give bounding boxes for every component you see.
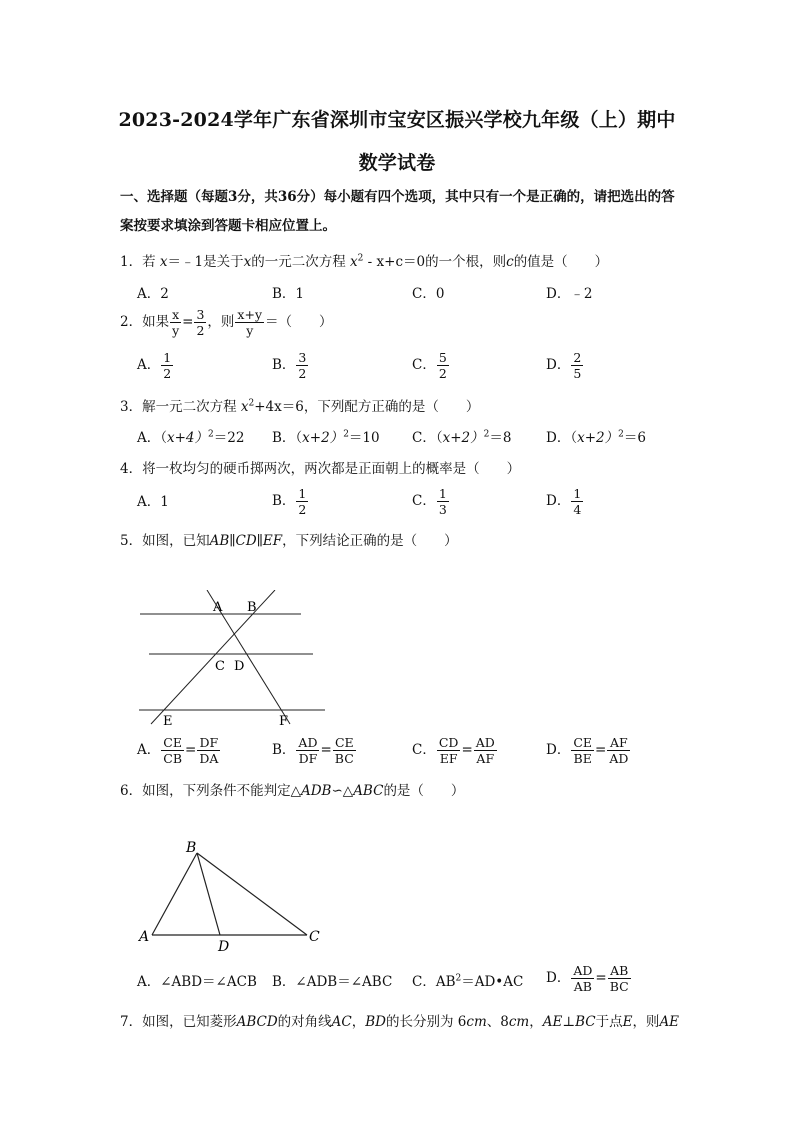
section-heading: 一、选择题（每题3分，共36分）每小题有四个选项，其中只有一个是正确的，请把选出的答案按要求填涂到答题卡相应位置上。	[120, 189, 675, 234]
q5-option-b: B． $\frac{AD}{DF}$ = $\frac{CE}{BC}$	[272, 735, 354, 766]
q4-option-d: D． $\frac{1}{4}$	[546, 486, 582, 517]
q6-option-c: C．$AB^2=AD•AC$	[412, 973, 524, 990]
q2-option-d: D． $\frac{2}{5}$	[546, 350, 582, 381]
q2-option-a: A． $\frac{1}{2}$	[137, 350, 172, 381]
q3-option-a: A．$(x+4)^2=22$	[137, 429, 245, 446]
point-label-c: C	[215, 659, 225, 674]
q2-option-b: B． $\frac{3}{2}$	[272, 350, 307, 381]
q5-option-a: A． $\frac{CE}{CB}$ = $\frac{DF}{DA}$	[137, 735, 219, 766]
q3-option-d: D．$(x+2)^2=6$	[546, 429, 646, 446]
question-1: 1．若 x＝﹣1是关于x的一元二次方程 $x^2 - x+c=0$的一个根，则c的值是（ ）	[120, 253, 609, 270]
fraction: $\frac{x+y}{y}$	[237, 307, 263, 338]
q6-option-b: B．∠ADB＝∠ABC	[272, 974, 393, 990]
point-label-b: B	[247, 600, 257, 615]
q4-option-b: B． $\frac{1}{2}$	[272, 486, 307, 517]
q4-option-c: C． $\frac{1}{3}$	[412, 486, 447, 517]
q6-option-d: D． $\frac{AD}{AB}$ = $\frac{AB}{BC}$	[546, 963, 629, 994]
q2-option-c: C． $\frac{5}{2}$	[412, 350, 447, 381]
exam-title-line2: 数学试卷	[358, 152, 436, 174]
q6-option-a: A．∠ABD＝∠ACB	[137, 974, 257, 990]
point-label-a: A	[139, 929, 150, 945]
q5-option-d: D． $\frac{CE}{BE}$ = $\frac{AF}{AD}$	[546, 735, 629, 766]
point-label-b: B	[186, 840, 197, 856]
exam-title-line1: 2023-2024学年广东省深圳市宝安区振兴学校九年级（上）期中	[118, 109, 676, 131]
fraction: $\frac{3}{2}$	[196, 307, 205, 338]
q3-option-b: B．$(x+2)^2=10$	[272, 429, 380, 446]
question-2: 2．如果 $\frac{x}{y}$ = $\frac{3}{2}$ ，则 $\frac{x+y}{y}$ ＝（ ）	[120, 307, 333, 338]
point-label-c: C	[309, 929, 320, 945]
segment-bc	[197, 853, 307, 935]
fraction: $\frac{x}{y}$	[172, 307, 180, 338]
parallel-lines-figure	[135, 590, 335, 735]
triangle-figure	[135, 835, 335, 955]
q4-option-a: A．1	[137, 494, 169, 510]
point-label-e: E	[163, 714, 173, 729]
point-label-a: A	[213, 600, 223, 615]
q5-option-c: C． $\frac{CD}{EF}$ = $\frac{AD}{AF}$	[412, 735, 495, 766]
point-label-f: F	[279, 714, 289, 729]
point-label-d: D	[234, 659, 245, 674]
question-3: 3．解一元二次方程 $x^2+4x=6$，下列配方正确的是（ ）	[120, 398, 480, 415]
point-label-d: D	[218, 939, 230, 955]
question-7: 7．如图，已知菱形ABCD的对角线AC，BD的长分别为 6cm、8cm，AE⊥BC于点E，则AE	[120, 1014, 680, 1030]
q1-option-d: D．﹣2	[546, 286, 593, 302]
q1-option-a: A．2	[137, 286, 169, 302]
q1-option-c: C．0	[412, 286, 445, 302]
question-5: 5．如图，已知AB∥CD∥EF，下列结论正确的是（ ）	[120, 533, 458, 549]
question-6: 6．如图，下列条件不能判定△ADB∽△ABC的是（ ）	[120, 783, 465, 799]
question-4: 4．将一枚均匀的硬币掷两次，两次都是正面朝上的概率是（ ）	[120, 461, 521, 477]
q3-option-c: C．$(x+2)^2=8$	[412, 429, 512, 446]
segment-ab	[152, 853, 197, 935]
q1-option-b: B．1	[272, 286, 305, 302]
segment-bd	[197, 853, 220, 935]
